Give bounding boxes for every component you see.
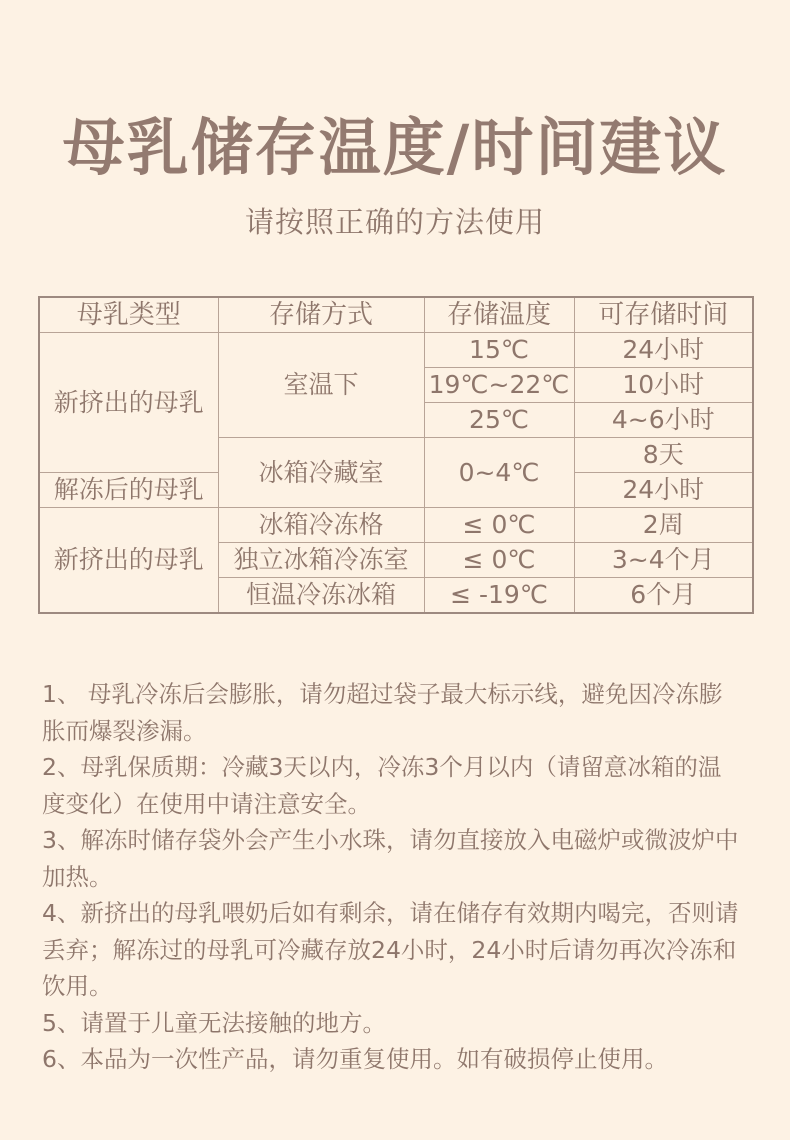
note-item: 1、 母乳冷冻后会膨胀，请勿超过袋子最大标示线，避免因冷冻膨胀而爆裂渗漏。 [42,680,723,745]
milk-type-cell: 解冻后的母乳 [39,473,218,508]
method-cell: 恒温冷冻冰箱 [218,578,424,614]
column-header-storage-duration: 可存储时间 [574,297,753,333]
note-item: 3、解冻时储存袋外会产生小水珠，请勿直接放入电磁炉或微波炉中加热。 [42,826,739,891]
duration-cell: 3~4个月 [574,543,753,578]
temperature-cell: ≤ -19℃ [424,578,574,614]
milk-type-cell: 新挤出的母乳 [39,333,218,473]
temperature-cell: 25℃ [424,403,574,438]
table-row [39,508,753,543]
duration-cell: 10小时 [574,368,753,403]
temperature-cell: ≤ 0℃ [424,508,574,543]
method-cell: 室温下 [218,333,424,438]
page-title: 母乳储存温度/时间建议 [62,111,728,184]
column-header-milk-type: 母乳类型 [39,297,218,333]
note-item: 4、新挤出的母乳喂奶后如有剩余，请在储存有效期内喝完，否则请丢弃；解冻过的母乳可冷藏存放24小时，24小时后请勿再次冷冻和饮用。 [42,899,739,1000]
temperature-cell: 15℃ [424,333,574,368]
temperature-cell: ≤ 0℃ [424,543,574,578]
note-item: 6、本品为一次性产品，请勿重复使用。如有破损停止使用。 [42,1045,668,1073]
method-cell: 独立冰箱冷冻室 [218,543,424,578]
duration-cell: 24小时 [574,333,753,368]
temperature-cell: 0~4℃ [424,438,574,508]
temperature-cell: 19℃~22℃ [424,368,574,403]
milk-type-cell: 新挤出的母乳 [39,508,218,614]
duration-cell: 24小时 [574,473,753,508]
storage-table [38,296,754,614]
duration-cell: 4~6小时 [574,403,753,438]
note-item: 2、母乳保质期：冷藏3天以内，冷冻3个月以内（请留意冰箱的温度变化）在使用中请注意安全。 [42,753,722,818]
duration-cell: 2周 [574,508,753,543]
column-header-storage-method: 存储方式 [218,297,424,333]
table-row [39,333,753,368]
page-subtitle: 请按照正确的方法使用 [244,205,545,239]
duration-cell: 8天 [574,438,753,473]
notes-list [42,676,742,1078]
column-header-storage-temperature: 存储温度 [424,297,574,333]
method-cell: 冰箱冷冻格 [218,508,424,543]
note-item: 5、请置于儿童无法接触的地方。 [42,1008,386,1037]
table-header-row [39,297,753,333]
method-cell: 冰箱冷藏室 [218,438,424,508]
duration-cell: 6个月 [574,578,753,614]
